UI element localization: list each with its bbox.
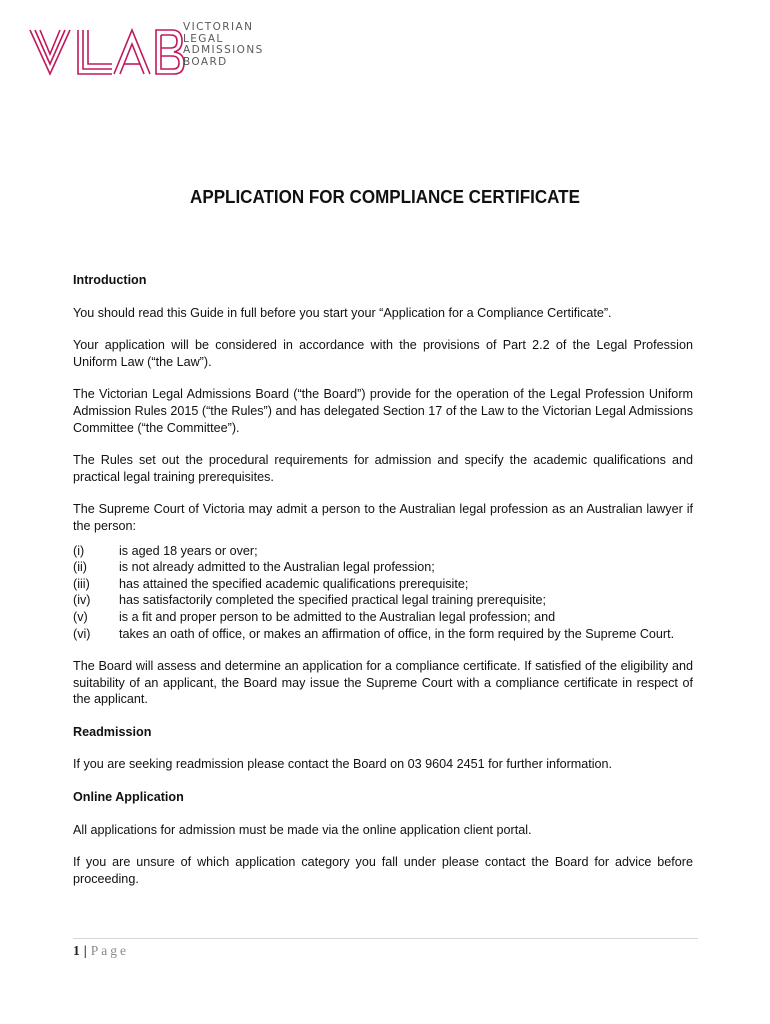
list-item-number: (vi) bbox=[73, 626, 91, 641]
list-item bbox=[73, 559, 693, 576]
list-item bbox=[73, 626, 693, 643]
heading-online-application: Online Application bbox=[73, 790, 184, 805]
logo-line-4: BOARD bbox=[183, 55, 228, 68]
list-item-text: has attained the specified academic qualifications prerequisite; bbox=[119, 576, 469, 591]
heading-readmission: Readmission bbox=[73, 724, 152, 739]
intro-paragraph-3: The Victorian Legal Admissions Board (“the Board”) provide for the operation of the Legal Profession Uniform Admission Rules 2015 (“the Rules”) and has delegated Section 17 of the Law to the Victorian Legal Admissions Committee (“the Committee”). bbox=[73, 387, 693, 435]
online-paragraph-1: All applications for admission must be made via the online application client portal. bbox=[73, 822, 532, 837]
document-body bbox=[73, 272, 693, 903]
list-item bbox=[73, 609, 693, 626]
readmission-paragraph: If you are seeking readmission please contact the Board on 03 9604 2451 for further information. bbox=[73, 757, 613, 772]
heading-introduction: Introduction bbox=[73, 273, 147, 287]
footer-divider bbox=[73, 938, 698, 939]
document-title: APPLICATION FOR COMPLIANCE CERTIFICATE bbox=[190, 186, 580, 207]
online-paragraph-2: If you are unsure of which application category you fall under please contact the Board for advice before proceeding. bbox=[73, 855, 693, 886]
list-item-number: (ii) bbox=[73, 560, 87, 575]
intro-paragraph-2: Your application will be considered in accordance with the provisions of Part 2.2 of the Legal Profession Uniform Law (“the Law”). bbox=[73, 338, 693, 369]
list-item-number: (i) bbox=[73, 543, 85, 558]
intro-closing-paragraph: The Board will assess and determine an application for a compliance certificate. If satisfied of the eligibility and suitability of an applicant, the Board may issue the Supreme Court with a compliance certificate in respect of the applicant. bbox=[73, 659, 693, 707]
list-item-number: (iv) bbox=[73, 593, 91, 608]
list-item-text: takes an oath of office, or makes an affirmation of office, in the form required by the Supreme Court. bbox=[119, 626, 675, 641]
intro-paragraph-1: You should read this Guide in full before you start your “Application for a Compliance Certificate”. bbox=[73, 305, 612, 320]
list-item-text: has satisfactorily completed the specified practical legal training prerequisite; bbox=[119, 593, 547, 608]
list-item-text: is not already admitted to the Australian legal profession; bbox=[119, 560, 435, 575]
admission-criteria-list bbox=[73, 543, 693, 643]
page-label: Page bbox=[90, 943, 129, 958]
list-item bbox=[73, 543, 693, 560]
logo-line-2: LEGAL bbox=[183, 32, 224, 45]
list-item-text: is a fit and proper person to be admitted to the Australian legal profession; and bbox=[119, 609, 556, 624]
page-number: 1 bbox=[73, 943, 80, 958]
list-item bbox=[73, 592, 693, 609]
list-item bbox=[73, 576, 693, 593]
logo-line-3: ADMISSIONS bbox=[183, 44, 264, 56]
intro-paragraph-4: The Rules set out the procedural requirements for admission and specify the academic qualifications and practical legal training prerequisites. bbox=[73, 453, 693, 484]
logo-line-1: VICTORIAN bbox=[183, 21, 254, 33]
list-item-number: (v) bbox=[73, 609, 88, 624]
footer-separator: | bbox=[83, 943, 87, 958]
page-footer bbox=[73, 943, 129, 959]
list-item-text: is aged 18 years or over; bbox=[119, 543, 258, 558]
logo-organization-name bbox=[183, 22, 264, 68]
intro-paragraph-5: The Supreme Court of Victoria may admit a person to the Australian legal profession as an Australian lawyer if the person: bbox=[73, 502, 693, 533]
list-item-number: (iii) bbox=[73, 576, 90, 591]
